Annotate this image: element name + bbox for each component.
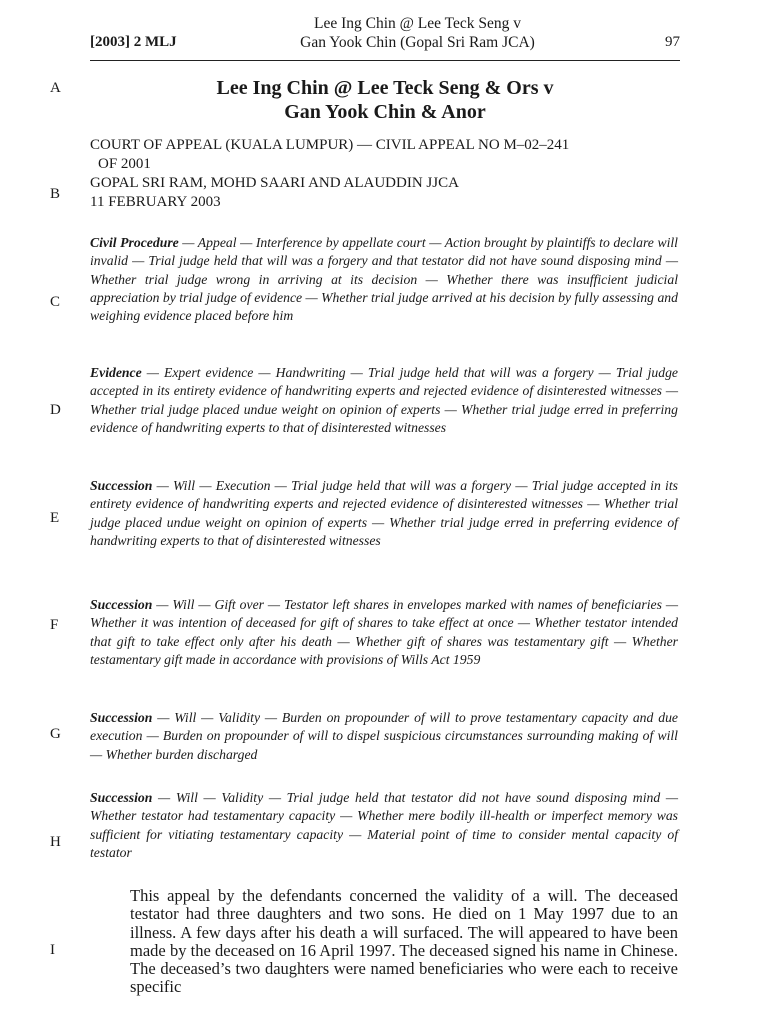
court-name: COURT OF APPEAL (KUALA LUMPUR) — CIVIL APPEAL NO M–02–241 — [90, 137, 570, 153]
catchword-subject: Succession — [90, 790, 153, 805]
decision-date: 11 FEBRUARY 2003 — [90, 194, 221, 210]
catchword-succession-burden — [90, 709, 678, 764]
margin-letter-g: G — [50, 726, 61, 742]
header-case-line-2: Gan Yook Chin (Gopal Sri Ram JCA) — [300, 34, 535, 51]
catchword-subject: Succession — [90, 478, 153, 493]
headnote-paragraph: This appeal by the defendants concerned the validity of a will. The deceased testator had three daughters and two sons. He died on 1 May 1997 due to an illness. A few days after his death a will surfaced. The will appeared to have been made by the deceased on 16 April 1997. The deceased signed his name in Chinese. The deceased’s two daughters were named beneficiaries who were each to receive specific — [130, 886, 678, 997]
catchword-subject: Civil Procedure — [90, 235, 179, 250]
citation: [2003] 2 MLJ — [90, 34, 177, 50]
judges: GOPAL SRI RAM, MOHD SAARI AND ALAUDDIN JJCA — [90, 175, 459, 191]
catchword-evidence — [90, 364, 678, 437]
case-title-line-1: Lee Ing Chin @ Lee Teck Seng & Ors v — [216, 77, 554, 99]
appeal-number-continued: OF 2001 — [98, 156, 151, 172]
court-details — [90, 136, 680, 212]
catchword-subject: Succession — [90, 597, 153, 612]
catchword-text: — Appeal — Interference by appellate court — Action brought by plaintiffs to declare will invalid — Trial judge held that will was a forgery and that testator did not have sound disposing mind — Whether trial judge wrong in arriving at its decision — Whether there was insufficient judicial appreciation by trial judge of evidence — Whether trial judge arrived at his decision by fully assessing and weighing evidence placed before him — [90, 235, 678, 324]
catchword-text: — Will — Validity — Burden on propounder of will to prove testamentary capacity and due execution — Burden on propounder of will to dispel suspicious circumstances surrounding making of will — Whether burden discharged — [90, 710, 678, 762]
margin-letter-e: E — [50, 510, 60, 526]
margin-letter-f: F — [50, 617, 59, 633]
catchword-text: — Will — Validity — Trial judge held that testator did not have sound disposing mind — Whether testator had testamentary capacity — Whether mere bodily ill-health or imperfect memory was sufficient for vitiating testamentary capacity — Material point of time to consider mental capacity of testator — [90, 790, 678, 860]
margin-letter-i: I — [50, 942, 55, 958]
margin-letter-b: B — [50, 186, 61, 202]
catchword-succession-capacity — [90, 789, 678, 862]
running-header — [90, 8, 680, 61]
header-case-line-1: Lee Ing Chin @ Lee Teck Seng v — [313, 15, 522, 32]
case-title — [90, 76, 680, 124]
catchword-civil-procedure — [90, 234, 678, 325]
margin-letter-h: H — [50, 834, 61, 850]
margin-letter-a: A — [50, 80, 61, 96]
margin-letter-d: D — [50, 402, 61, 418]
catchword-subject: Evidence — [90, 365, 142, 380]
catchword-succession-execution — [90, 477, 678, 550]
catchword-subject: Succession — [90, 710, 153, 725]
catchword-text: — Will — Gift over — Testator left shares in envelopes marked with names of beneficiaries — Whether it was intention of deceased for gift of shares to take effect at once — Whether testator intended that gift to take effect only after his death — Whether gift of shares was testamentary gift — Whether testamentary gift made in accordance with provisions of Wills Act 1959 — [90, 597, 678, 667]
catchword-succession-gift-over — [90, 596, 678, 669]
catchword-text: — Will — Execution — Trial judge held that will was a forgery — Trial judge accepted in its entirety evidence of handwriting experts and rejected evidence of disinterested witnesses — Whether trial judge placed undue weight on opinion of experts — Whether trial judge erred in preferring evidence of handwriting experts to that of disinterested witnesses — [90, 478, 678, 548]
case-title-line-2: Gan Yook Chin & Anor — [284, 101, 486, 123]
header-case-name — [285, 14, 550, 52]
catchword-text: — Expert evidence — Handwriting — Trial judge held that will was a forgery — Trial judge accepted in its entirety evidence of handwriting experts and rejected evidence of disinterested witnesses — Whether trial judge placed undue weight on opinion of experts — Whether trial judge erred in preferring evidence of handwriting experts to that of disinterested witnesses — [90, 365, 678, 435]
margin-letter-c: C — [50, 294, 61, 310]
page-number: 97 — [665, 34, 680, 50]
